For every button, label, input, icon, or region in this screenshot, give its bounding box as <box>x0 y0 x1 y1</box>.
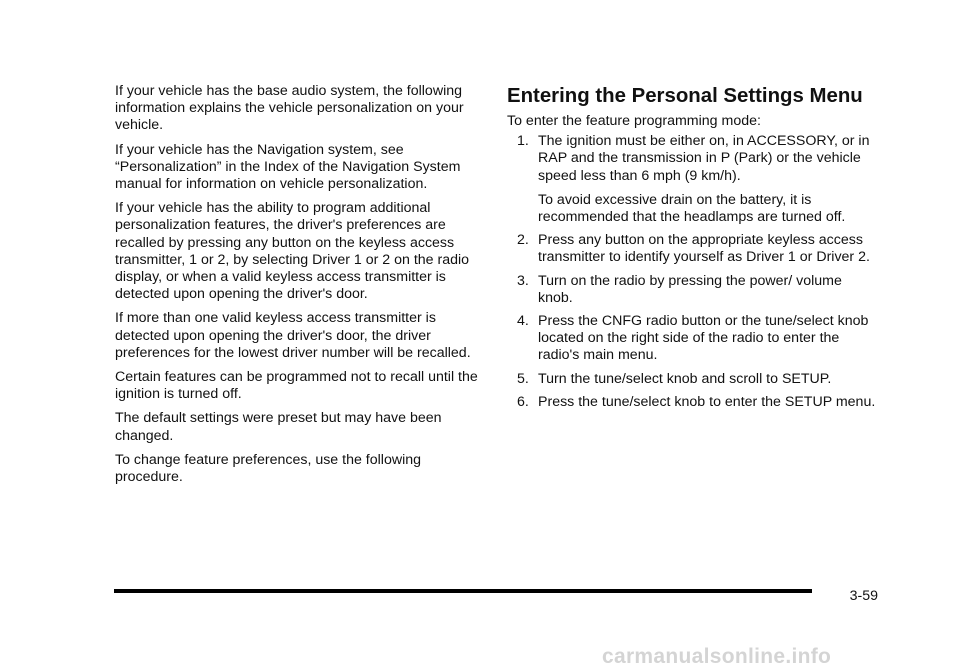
paragraph: To change feature preferences, use the following procedure. <box>115 451 422 486</box>
paragraph: If your vehicle has the ability to program additional personalization features, the driver's preferences are recalled by pressing any button on the keyless access transmitter, 1 or 2, by selecting Driver 1 or 2 on the radio display, or when a valid keyless access transmitter is detected upon opening the driver's door. <box>115 200 470 303</box>
paragraph: If your vehicle has the Navigation system, see “Personalization” in the Index of the Navigation System manual for information on vehicle personalization. <box>115 141 461 193</box>
paragraph: The default settings were preset but may have been changed. <box>115 410 442 444</box>
step-text: Press the tune/select knob to enter the SETUP menu. <box>538 393 876 410</box>
step-number: 5. <box>517 370 529 387</box>
paragraph: Certain features can be programmed not to recall until the ignition is turned off. <box>115 369 478 403</box>
intro-text: To enter the feature programming mode: <box>507 113 761 129</box>
list-item <box>507 273 877 307</box>
step-text: Turn on the radio by pressing the power/ volume knob. <box>538 272 842 306</box>
left-column <box>115 83 480 493</box>
step-number: 3. <box>517 272 529 289</box>
section-heading: Entering the Personal Settings Menu <box>507 85 863 107</box>
step-text: Turn the tune/select knob and scroll to SETUP. <box>538 370 832 387</box>
list-item <box>507 133 877 226</box>
list-item <box>507 394 877 411</box>
page-number: 3-59 <box>849 588 878 604</box>
step-note: To avoid excessive drain on the battery, it is recommended that the headlamps are turned off. <box>538 191 846 226</box>
step-text: The ignition must be either on, in ACCESSORY, or in RAP and the transmission in P (Park) or the vehicle speed less than 6 mph (9 km/h). <box>538 133 870 184</box>
step-text: Press the CNFG radio button or the tune/select knob located on the right side of the radio to enter the radio's main menu. <box>538 313 869 364</box>
watermark: carmanualsonline.info <box>602 645 832 668</box>
footer-rule <box>114 589 812 593</box>
step-number: 6. <box>517 393 529 410</box>
paragraph: If your vehicle has the base audio system, the following information explains the vehicle personalization on your vehicle. <box>115 83 464 134</box>
step-text: Press any button on the appropriate keyless access transmitter to identify yourself as Driver 1 or Driver 2. <box>538 232 870 266</box>
list-item <box>507 232 877 266</box>
step-number: 2. <box>517 232 529 249</box>
list-item <box>507 313 877 365</box>
steps-list <box>507 133 877 411</box>
list-item <box>507 371 877 388</box>
right-column <box>507 84 877 417</box>
paragraph: If more than one valid keyless access transmitter is detected upon opening the driver's door, the driver preferences for the lowest driver number will be recalled. <box>115 310 471 361</box>
step-number: 1. <box>517 133 529 150</box>
step-number: 4. <box>517 313 529 330</box>
